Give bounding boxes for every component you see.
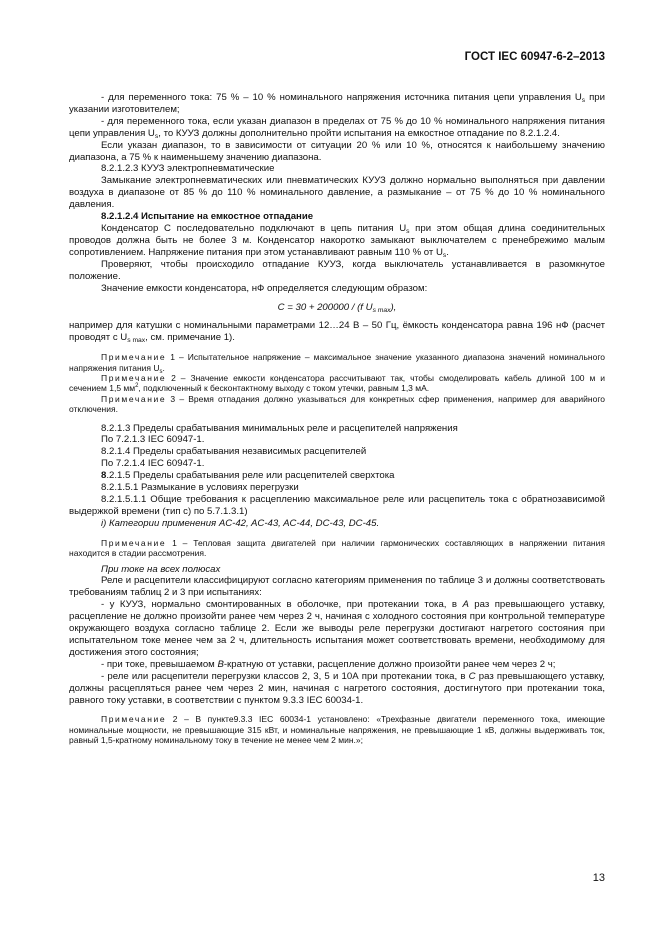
section-heading: 8.2.1.5.1 Размыкание в условиях перегрузки bbox=[101, 482, 299, 494]
paragraph: Если указан диапазон, то в зависимости от ситуации 20 % или 10 %, относятся к наибольшему значению диапазона, а 75 % к наименьшему значению диапазона. bbox=[69, 139, 605, 163]
paragraph: Замыкание электропневматических или пневматических КУУЗ должно нормально выполняться при давлении воздуха в диапазоне от 85 % до 110 % номинального давление, а размыкание – от 75 % до 10 % номинального давления. bbox=[69, 175, 605, 211]
section-heading: 8.2.1.5.1.1 Общие требования к расцеплению максимальное реле или расцепитель тока с обратнозависимой выдержкой времени (тип с) по 5.7.1.3.1) bbox=[69, 494, 605, 517]
paragraph: По 7.2.1.3 IEC 60947-1. bbox=[101, 434, 205, 446]
paragraph: - для переменного тока: 75 % – 10 % номинального напряжения источника питания цепи управления $U_s$ при указании изготовителем; bbox=[69, 92, 605, 115]
section-heading: 8.2.1.2.3 КУУЗ электропневматические bbox=[101, 163, 275, 175]
paragraph: Значение емкости конденсатора, нФ определяется следующим образом: bbox=[101, 282, 428, 294]
paragraph: например для катушки с номинальными параметрами 12…24 В – 50 Гц, ёмкость конденсатора равна 196 нФ (расчет проводят с $U_{s max}$, см. примечание 1). bbox=[69, 320, 605, 345]
note-4: Примечание 1 – Тепловая защита двигателей при наличии гармонических составляющих в напряжении питания находится в стадии рассмотрения. bbox=[69, 537, 605, 559]
note-3: Примечание 3 – Время отпадания должно указываться для конкретных сфер применения, например для аварийного отключения. bbox=[69, 393, 605, 415]
section-heading: 8.2.1.4 Пределы срабатывания независимых расцепителей bbox=[101, 446, 367, 458]
paragraph: - реле или расцепители перегрузки классов 2, 3, 5 и 10А при протекании тока, в C раз превышающего уставку, должны расцепляться ранее чем через 2 мин, начиная с нагретого состояния, достигнутого при протекании тока, равного току уставки, в соответствии с пунктом 9.3.3 IEC 60034-1. bbox=[69, 670, 605, 706]
paragraph: - для переменного тока, если указан диапазон в пределах от 75 % до 10 % номинального напряжения питания цепи управления $U_s$, то КУУЗ должны дополнительно пройти испытания на емкостное отпадание по 8.2.1.2.4. bbox=[69, 115, 605, 140]
note-1: Примечание 1 – Испытательное напряжение – максимальное значение указанного диапазона значений номинального напряжения питания $U_s$. bbox=[69, 352, 605, 375]
page-number: 13 bbox=[592, 872, 605, 884]
subheading-italic: При токе на всех полюсах bbox=[101, 563, 221, 575]
formula: C = 30 + 200000 / (f $U_{s max}$), bbox=[277, 302, 397, 315]
paragraph: Проверяют, чтобы происходило отпадание КУУЗ, когда выключатель устанавливается в разомкнутое положение. bbox=[69, 258, 605, 282]
note-5: Примечание 2 – В пункте9.3.3 IEC 60034-1 установлено: «Трехфазные двигатели переменного тока, имеющие номинальные мощности, не превышающие 315 кВт, и номинальные напряжения, не превышающие 1 кВ, должны выдерживать ток, равный 1,5-кратному номинальному току в течение не менее чем 2 мин.»; bbox=[69, 714, 606, 746]
note-2: Примечание 2 – Значение емкости конденсатора рассчитывают так, чтобы смоделировать кабель длиной 100 м и сечением 1,5 $мм^2$, подключенный к бесконтактному выходу с током утечки, равным 1,3 мА. bbox=[69, 372, 605, 394]
paragraph: По 7.2.1.4 IEC 60947-1. bbox=[101, 458, 205, 470]
document-header: ГОСТ IEC 60947-6-2–2013 bbox=[464, 51, 605, 63]
paragraph: - при токе, превышаемом B-кратную от уставки, расцепление должно произойти ранее чем через 2 ч; bbox=[101, 658, 556, 670]
page-content bbox=[69, 92, 605, 746]
section-heading: 8.2.1.5 Пределы срабатывания реле или расцепителей сверхтока bbox=[101, 470, 395, 482]
categories-line: i) Категории применения AC-42, AC-43, AC-44, DC-43, DC-45. bbox=[101, 517, 380, 529]
paragraph: Конденсатор С последовательно подключают в цепь питания $U_s$ при этом общая длина соединительных проводов должна быть не более 3 м. Конденсатор накоротко замыкают выключателем с пренебрежимо малым сопротивлением. Напряжение питания при этом устанавливают равным 110 % от $U_s$. bbox=[69, 222, 605, 259]
section-heading: 8.2.1.3 Пределы срабатывания минимальных реле и расцепителей напряжения bbox=[101, 422, 458, 434]
section-heading-bold: 8.2.1.2.4 Испытание на емкостное отпадание bbox=[101, 211, 314, 223]
paragraph: - у КУУЗ, нормально смонтированных в оболочке, при протекании тока, в A раз превышающего уставку, расцепление не должно произойти ранее чем через 2 ч, начиная с холодного состояния при контрольной температуре окружающего воздуха согласно таблице 2. Если же выводы реле перегрузки достигают нагретого состояния при испытательном токе менее чем за 2 ч, длительность испытания может соответствовать времени, необходимому для достижения этого состояния; bbox=[69, 599, 605, 658]
paragraph: Реле и расцепители классифицируют согласно категориям применения по таблице 3 и должны соответствовать требованиям таблиц 2 и 3 при испытаниях: bbox=[69, 575, 605, 599]
